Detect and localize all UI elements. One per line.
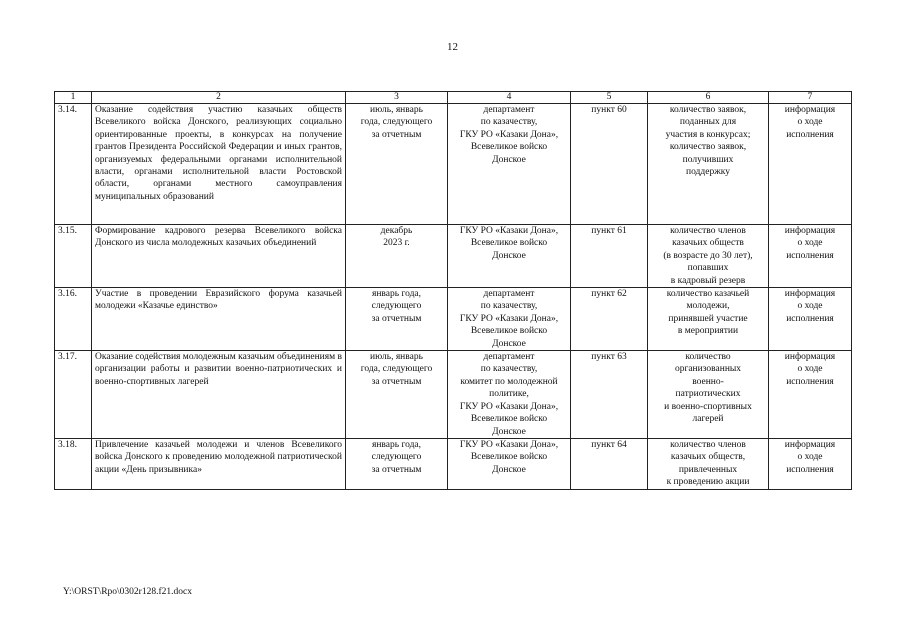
deadline-line: январь года, — [371, 439, 422, 450]
report-form — [769, 351, 852, 439]
performance-indicator-line: казачьих обществ — [672, 238, 744, 249]
performance-indicator-line: военно- — [692, 376, 724, 387]
performance-indicator-line: количество заявок, — [669, 105, 747, 115]
column-header: 1 — [55, 92, 92, 104]
column-header: 4 — [448, 92, 571, 104]
responsible-executor-line: Всевеликое войско — [470, 414, 548, 425]
table-row — [55, 351, 852, 439]
report-form-line: информация — [784, 289, 836, 300]
performance-indicator-line: количество — [685, 352, 731, 363]
performance-indicator-line: привлеченных — [678, 464, 738, 475]
responsible-executor — [448, 288, 571, 351]
plan-item-reference: пункт 61 — [571, 225, 648, 288]
plan-item-reference: пункт 63 — [571, 351, 648, 439]
responsible-executor-line: ГКУ РО «Казаки Дона», — [459, 226, 559, 236]
row-number: 3.16. — [55, 288, 92, 351]
performance-indicator-line: попавших — [687, 263, 729, 274]
responsible-executor-line: комитет по молодежной — [460, 376, 558, 387]
performance-indicator — [648, 225, 769, 288]
row-number: 3.18. — [55, 438, 92, 489]
column-header: 3 — [346, 92, 448, 104]
deadline-line: июль, январь — [370, 105, 423, 115]
column-header: 6 — [648, 92, 769, 104]
performance-indicator-line: принявшей участие — [668, 313, 748, 324]
responsible-executor — [448, 438, 571, 489]
performance-indicator-line: количество казачьей — [666, 289, 750, 300]
deadline-line: за отчетным — [371, 313, 422, 324]
report-form-line: о ходе — [797, 364, 823, 375]
deadline-line: январь года, — [371, 289, 422, 300]
deadline-line: за отчетным — [371, 464, 422, 475]
performance-indicator-line: лагерей — [692, 414, 724, 425]
performance-indicator-line: поданных для — [679, 117, 737, 128]
deadline — [346, 351, 448, 439]
report-form-line: исполнения — [786, 376, 834, 387]
deadline-line: года, следующего — [360, 364, 433, 375]
report-form-line: исполнения — [786, 129, 834, 140]
deadline-line: за отчетным — [371, 376, 422, 387]
performance-indicator-line: к проведению акции — [666, 477, 750, 488]
performance-indicator-line: (в возрасте до 30 лет), — [663, 250, 753, 261]
responsible-executor-line: Донское — [492, 338, 526, 349]
responsible-executor-line: по казачеству, — [480, 117, 538, 128]
table-row — [55, 438, 852, 489]
deadline-line: года, следующего — [360, 117, 433, 128]
table-row — [55, 225, 852, 288]
performance-indicator-line: количество членов — [670, 226, 746, 236]
deadline — [346, 225, 448, 288]
report-form — [769, 438, 852, 489]
responsible-executor-line: Донское — [492, 250, 526, 261]
row-number: 3.15. — [55, 225, 92, 288]
report-form — [769, 225, 852, 288]
report-form — [769, 288, 852, 351]
activity-description: Участие в проведении Евразийского форума казачьей молодежи «Казачье единство» — [92, 288, 346, 351]
responsible-executor — [448, 225, 571, 288]
deadline — [346, 104, 448, 225]
responsible-executor-line: по казачеству, — [480, 301, 538, 312]
activity-description: Привлечение казачьей молодежи и членов Всевеликого войска Донского к проведению молодежной патриотической акции «День призывника» — [92, 438, 346, 489]
activity-description: Оказание содействия молодежным казачьим объединениям в организации работы и развитии военно-патриотических и военно-спортивных лагерей — [92, 351, 346, 439]
responsible-executor-line: Донское — [492, 154, 526, 165]
performance-indicator-line: организованных — [674, 364, 742, 375]
report-form-line: информация — [784, 352, 836, 363]
performance-indicator-line: участия в конкурсах; — [665, 129, 751, 140]
table-body — [55, 104, 852, 490]
document-file-path: Y:\ORST\Rpo\0302r128.f21.docx — [63, 587, 192, 597]
responsible-executor-line: ГКУ РО «Казаки Дона», — [459, 401, 559, 412]
performance-indicator-line: казачьих обществ, — [670, 452, 746, 463]
report-form-line: информация — [784, 226, 836, 236]
performance-indicator-line: молодежи, — [686, 301, 730, 312]
row-number: 3.14. — [55, 104, 92, 225]
responsible-executor-line: департамент — [483, 105, 535, 115]
responsible-executor-line: Всевеликое войско — [470, 142, 548, 153]
table-header-row — [55, 92, 852, 104]
report-form-line: о ходе — [797, 452, 823, 463]
deadline — [346, 288, 448, 351]
performance-indicator-line: и военно-спортивных — [664, 401, 752, 412]
deadline-line: за отчетным — [371, 129, 422, 140]
responsible-executor-line: ГКУ РО «Казаки Дона», — [459, 439, 559, 450]
performance-indicator-line: количество членов — [670, 439, 746, 450]
deadline — [346, 438, 448, 489]
plan-item-reference: пункт 60 — [571, 104, 648, 225]
column-header: 7 — [769, 92, 852, 104]
responsible-executor-line: департамент — [483, 352, 535, 363]
performance-indicator — [648, 288, 769, 351]
report-form-line: исполнения — [786, 250, 834, 261]
responsible-executor — [448, 104, 571, 225]
table-row — [55, 288, 852, 351]
deadline-line: декабрь — [380, 226, 413, 236]
responsible-executor-line: политике, — [489, 389, 529, 400]
performance-indicator-line: поддержку — [686, 167, 730, 178]
performance-indicator-line: количество заявок, — [669, 142, 747, 153]
responsible-executor-line: департамент — [483, 289, 535, 300]
performance-indicator — [648, 104, 769, 225]
performance-indicator-line: в мероприятии — [677, 326, 739, 337]
responsible-executor-line: Всевеликое войско — [470, 452, 548, 463]
responsible-executor-line: Всевеликое войско — [470, 238, 548, 249]
deadline-line: следующего — [371, 301, 422, 312]
deadline-line: 2023 г. — [383, 238, 410, 249]
responsible-executor-line: по казачеству, — [480, 364, 538, 375]
column-header: 5 — [571, 92, 648, 104]
responsible-executor-line: ГКУ РО «Казаки Дона», — [459, 313, 559, 324]
responsible-executor — [448, 351, 571, 439]
column-header: 2 — [92, 92, 346, 104]
responsible-executor-line: ГКУ РО «Казаки Дона», — [459, 129, 559, 140]
report-form-line: исполнения — [786, 313, 834, 324]
responsible-executor-line: Донское — [492, 464, 526, 475]
plan-item-reference: пункт 64 — [571, 438, 648, 489]
report-form-line: о ходе — [797, 238, 823, 249]
row-number: 3.17. — [55, 351, 92, 439]
activity-description: Оказание содействия участию казачьих обществ Всевеликого войска Донского, реализующих социально ориентированные проекты, в конкурсах на получение грантов Президента Российской Федерации и иных грантов, организуемых федеральными органами исполнительной власти, органами исполнительной власти Ростовской области, органами местного самоуправления муниципальных образований — [92, 104, 346, 225]
table-row — [55, 104, 852, 225]
report-form — [769, 104, 852, 225]
page-number: 12 — [447, 41, 458, 53]
performance-indicator-line: получивших — [682, 154, 734, 165]
performance-indicator-line: в кадровый резерв — [670, 275, 746, 286]
performance-indicator-line: патриотических — [675, 389, 741, 400]
plan-item-reference: пункт 62 — [571, 288, 648, 351]
report-form-line: исполнения — [786, 464, 834, 475]
performance-indicator — [648, 438, 769, 489]
performance-indicator — [648, 351, 769, 439]
report-form-line: о ходе — [797, 301, 823, 312]
activity-plan-table — [54, 91, 852, 490]
deadline-line: июль, январь — [370, 352, 423, 363]
report-form-line: информация — [784, 105, 836, 115]
responsible-executor-line: Всевеликое войско — [470, 326, 548, 337]
deadline-line: следующего — [371, 452, 422, 463]
activity-description: Формирование кадрового резерва Всевеликого войска Донского из числа молодежных казачьих объединений — [92, 225, 346, 288]
report-form-line: о ходе — [797, 117, 823, 128]
responsible-executor-line: Донское — [492, 426, 526, 437]
report-form-line: информация — [784, 439, 836, 450]
